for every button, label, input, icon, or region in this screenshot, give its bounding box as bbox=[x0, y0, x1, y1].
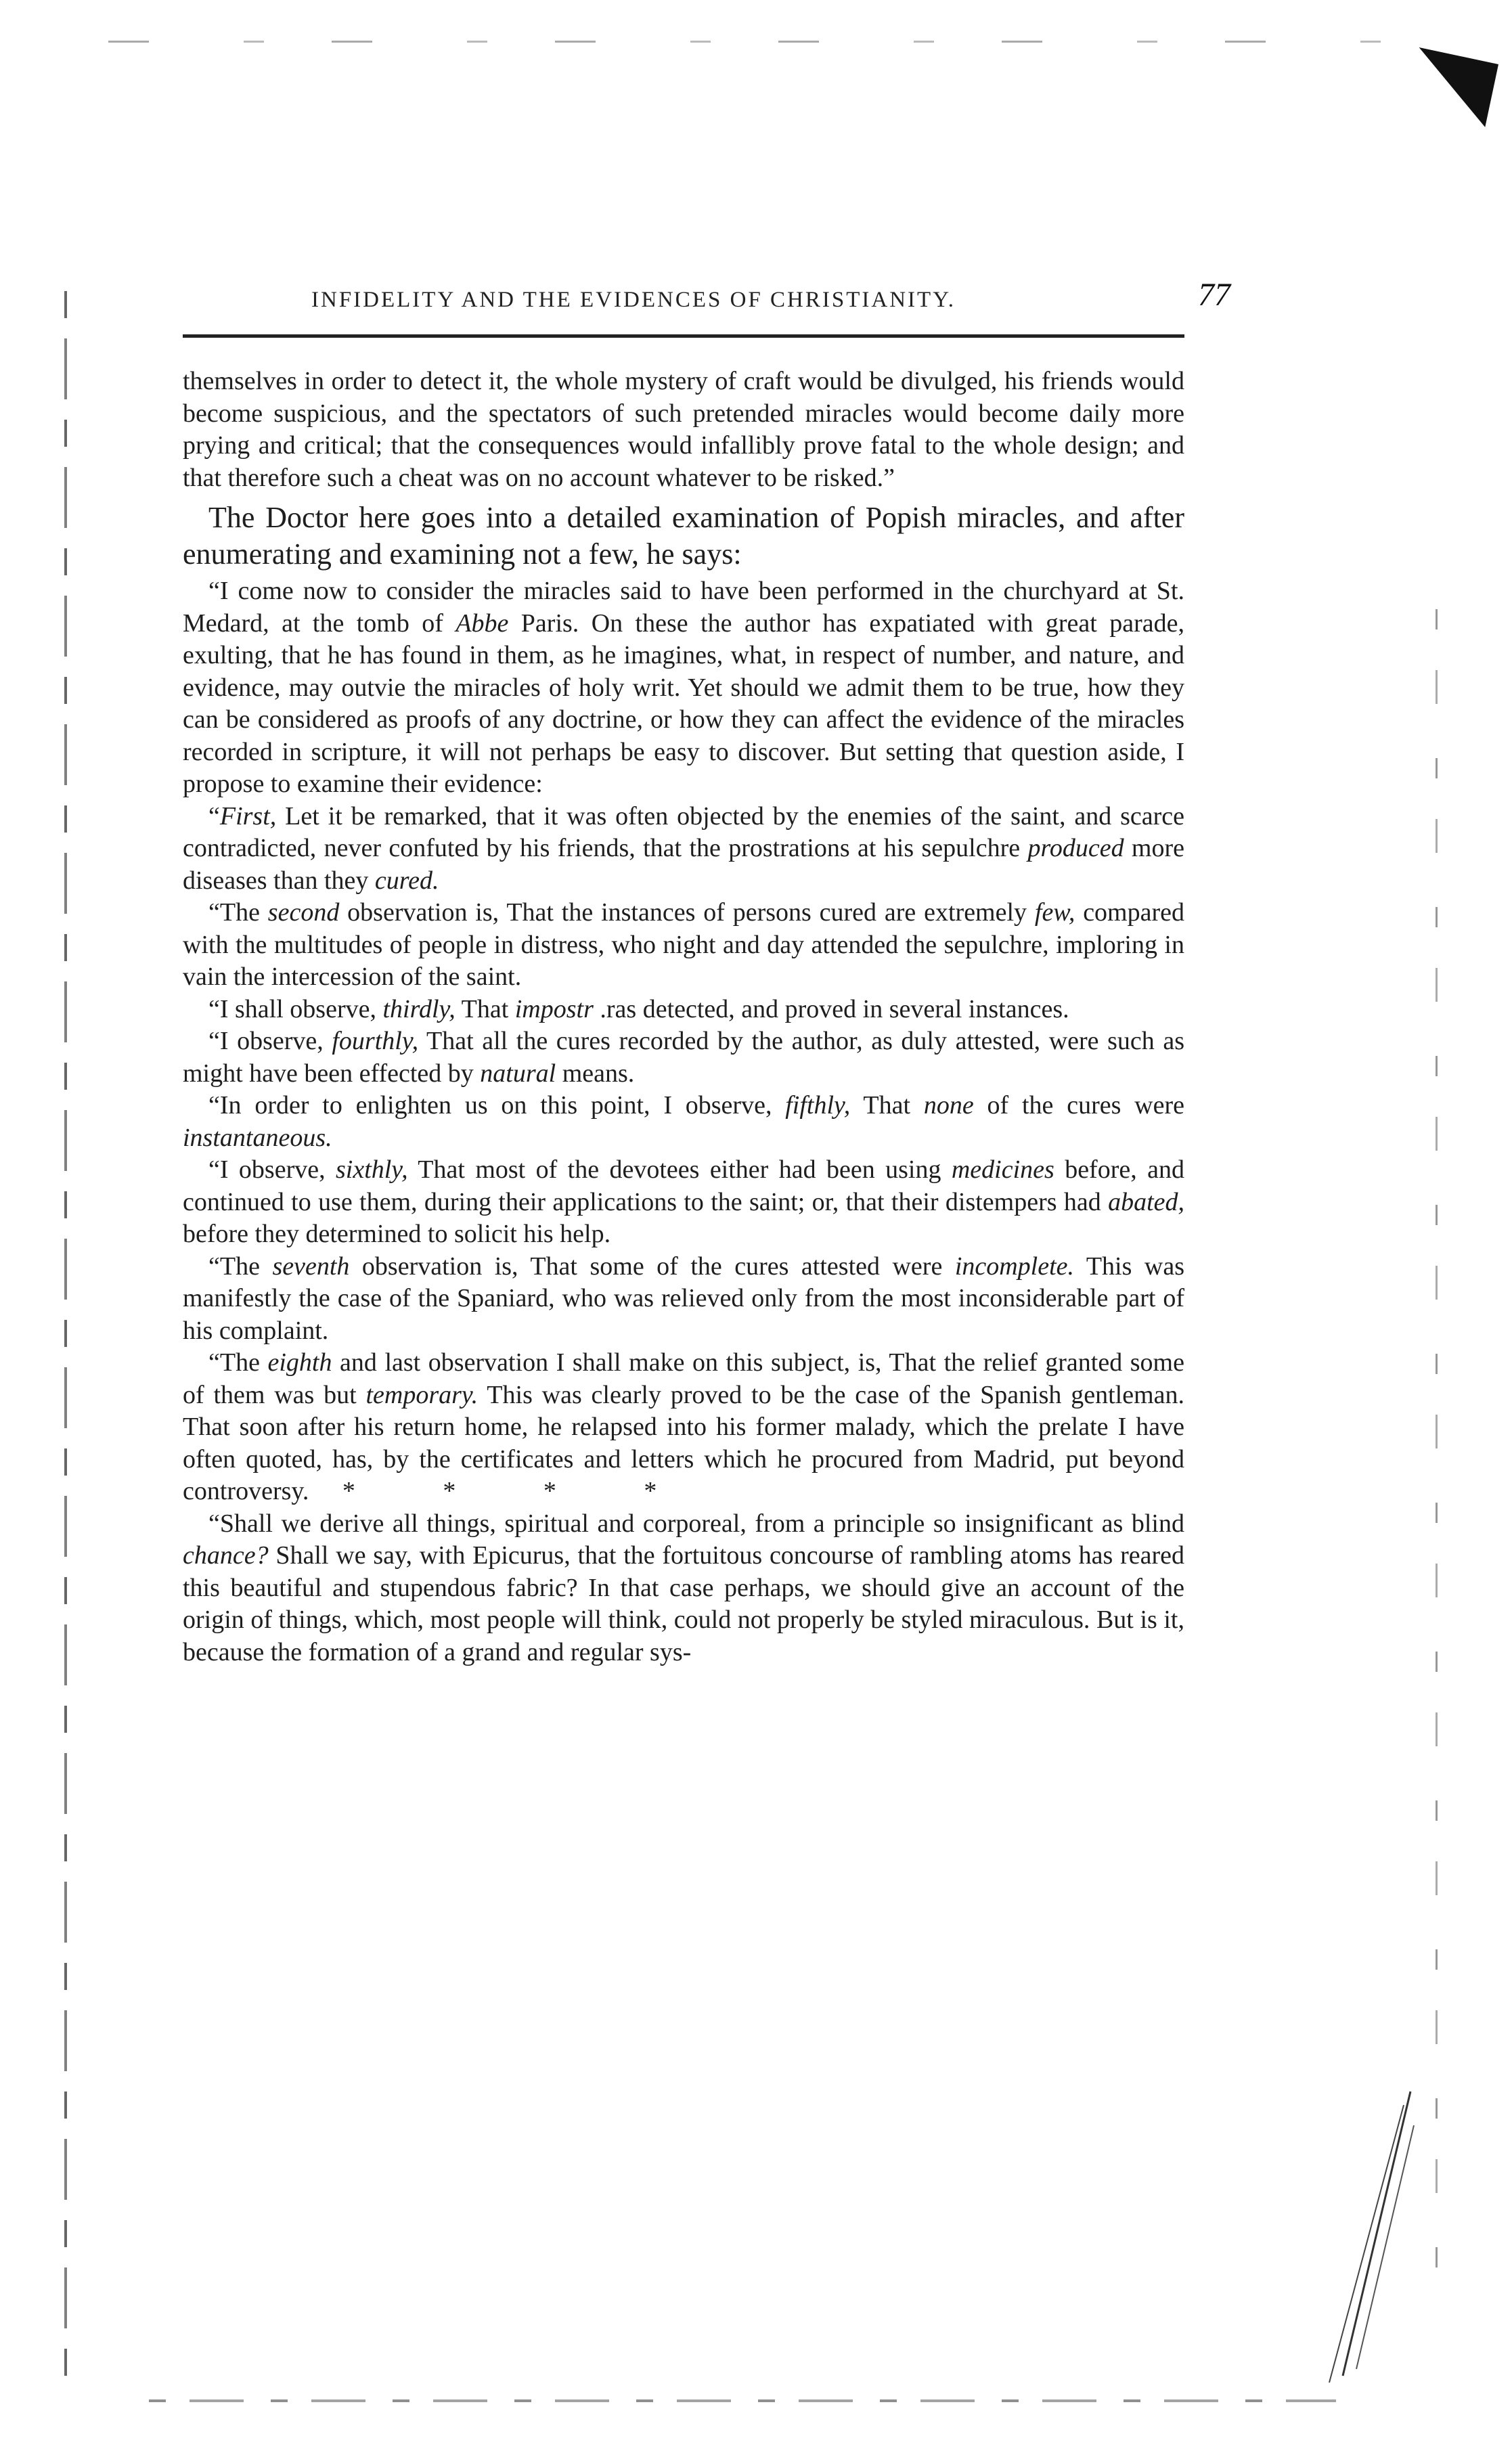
running-title: INFIDELITY AND THE EVIDENCES OF CHRISTIANITY. bbox=[311, 288, 956, 312]
paragraph-4: “First, Let it be remarked, that it was often objected by the enemies of the saint, and scarce contradicted, never confuted by his friends, that the prostrations at his sepulchre produced more diseases than they cured. bbox=[183, 801, 1185, 895]
scan-edge-left bbox=[64, 291, 67, 2389]
paragraph-12: “Shall we derive all things, spiritual and corporeal, from a principle so insignificant as blind chance? Shall we say, with Epicurus, that the fortuitous concourse of rambling atoms has reared this beautiful and stupendous fabric? In that case perhaps, we should give an account of the origin of things, which, most people will think, could not properly be styled miraculous. But is it, because the formation of a grand and regular sys- bbox=[183, 1509, 1184, 1666]
paragraph-10: “The seventh observation is, That some of the cures attested were incomplete. This was manifestly the case of the Spaniard, who was relieved only from the most inconsiderable part of his complaint. bbox=[183, 1252, 1184, 1345]
scan-noise-bottom bbox=[149, 2399, 1336, 2402]
scan-noise-top bbox=[108, 41, 1390, 43]
body-text bbox=[183, 366, 1184, 1668]
paragraph-5: “The second observation is, That the instances of persons cured are extremely few, compared with the multitudes of people in distress, who night and day attended the sepulchre, imploring in vain the intercession of the saint. bbox=[183, 898, 1185, 991]
paragraph-8: “In order to enlighten us on this point, I observe, fifthly, That none of the cures were instantaneous. bbox=[183, 1091, 1184, 1152]
scan-corner-mark bbox=[1406, 47, 1498, 127]
pen-stroke-marks bbox=[1316, 2085, 1417, 2389]
paragraph-2: The Doctor here goes into a detailed examination of Popish miracles, and after enumerating and examining not a few, he says: bbox=[183, 501, 1184, 571]
ellipsis-stars: * * * * bbox=[342, 1477, 698, 1505]
header-rule bbox=[183, 334, 1184, 338]
paragraph-1: themselves in order to detect it, the whole mystery of craft would be divulged, his friends would become suspicious, and the spectators of such pretended miracles would become daily more prying and critical; that the consequences would infallibly prove fatal to the whole design; and that therefore such a cheat was on no account whatever to be risked.” bbox=[183, 367, 1184, 492]
paragraph-11: “The eighth and last observation I shall make on this subject, is, That the relief granted some of them was but temporary. This was clearly proved to be the case of the Spanish gentleman. That soon after his return home, he relapsed into his former malady, which the prelate I have often quoted, has, by the certificates and letters which he procured from Madrid, put beyond controversy. * * * * bbox=[183, 1348, 1184, 1505]
paragraph-9: “I observe, sixthly, That most of the devotees either had been using medicines before, and continued to use them, during their applications to the saint; or, that their distempers had abated, before they determined to solicit his help. bbox=[183, 1155, 1184, 1248]
paragraph-3: “I come now to consider the miracles said to have been performed in the churchyard at St. Medard, at the tomb of Abbe Paris. On these the author has expatiated with great parade, exulting, that he has found in them, as he imagines, what, in respect of number, and nature, and evidence, may outvie the miracles of holy writ. Yet should we admit them to be true, how they can be considered as proofs of any doctrine, or how they can affect the evidence of the miracles recorded in scripture, it will not perhaps be easy to discover. But setting that question aside, I propose to examine their evidence: bbox=[183, 577, 1184, 798]
paragraph-7: “I observe, fourthly, That all the cures recorded by the author, as duly attested, were such as might have been effected by natural means. bbox=[183, 1027, 1184, 1088]
scan-edge-right bbox=[1436, 609, 1438, 2301]
page-number: 77 bbox=[1198, 277, 1230, 313]
paragraph-6: “I shall observe, thirdly, That impostr .ras detected, and proved in several instances. bbox=[208, 994, 1069, 1023]
